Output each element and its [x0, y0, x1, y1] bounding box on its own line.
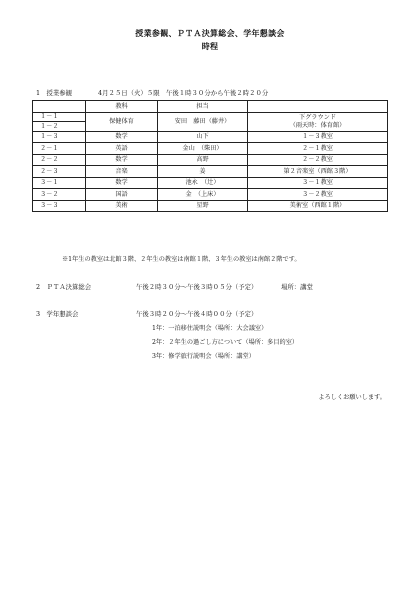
- table-row: [33, 200, 388, 212]
- subject-cell: 保健体育: [86, 112, 158, 131]
- teacher-cell: 姜: [158, 166, 248, 178]
- teacher-cell: 金山 （柴田）: [158, 143, 248, 155]
- section2-label: 2 ＰＴＡ決算総会: [36, 283, 92, 291]
- section1-time: 4月２５日（火）５限 午後１時３０分から午後２時２０分: [98, 89, 269, 97]
- section3-label: 3 学年懇談会: [36, 310, 79, 318]
- class-cell: ２－３: [33, 166, 86, 178]
- table-row: [33, 112, 388, 122]
- class-cell: １－３: [33, 131, 86, 143]
- teacher-cell: 金 （上床）: [158, 189, 248, 201]
- section2-time: 午後２時３０分～午後３時０５分（予定）: [136, 283, 258, 291]
- schedule-table: [32, 100, 388, 212]
- document-title: 授業参観、ＰＴＡ決算総会、学年懇談会: [135, 28, 285, 38]
- header-class: [33, 101, 86, 113]
- section3-time: 午後３時２０分～午後４時００分（予定）: [136, 310, 258, 318]
- table-row: [33, 143, 388, 155]
- subject-cell: 数学: [86, 177, 158, 189]
- room-cell: 美術室（西館１階）: [248, 200, 388, 212]
- teacher-cell: 池永 （辻）: [158, 177, 248, 189]
- subject-cell: 音楽: [86, 166, 158, 178]
- table-header-row: [33, 101, 388, 113]
- room-cell: ２－２教室: [248, 154, 388, 166]
- class-cell: ２－１: [33, 143, 86, 155]
- table-row: [33, 154, 388, 166]
- teacher-cell: 高野: [158, 154, 248, 166]
- header-room: [248, 101, 388, 113]
- subject-cell: 数学: [86, 154, 158, 166]
- class-cell: ２－２: [33, 154, 86, 166]
- subject-cell: 数学: [86, 131, 158, 143]
- room-line: （雨天時：体育館）: [289, 121, 346, 129]
- subject-cell: 英語: [86, 143, 158, 155]
- subject-cell: 美術: [86, 200, 158, 212]
- class-cell: １－２: [33, 122, 86, 132]
- table-row: [33, 177, 388, 189]
- class-cell: ３－１: [33, 177, 86, 189]
- header-subject: 教科: [86, 101, 158, 113]
- classroom-note: ※1年生の教室は北館３階、２年生の教室は南館１階、３年生の教室は南館２階です。: [62, 256, 301, 263]
- table-row: [33, 189, 388, 201]
- class-cell: １－１: [33, 112, 86, 122]
- room-cell: ３－２教室: [248, 189, 388, 201]
- teacher-cell: 星野: [158, 200, 248, 212]
- table-row: [33, 166, 388, 178]
- table-row: [33, 131, 388, 143]
- list-item: 1年：一泊移住説明会（場所：大会議室）: [152, 325, 268, 332]
- list-item: 2年：２年生の過ごし方について（場所：多目的室）: [152, 339, 299, 346]
- teacher-cell: 安田 藤田（藤井）: [158, 112, 248, 131]
- room-cell: ２－１教室: [248, 143, 388, 155]
- class-cell: ３－２: [33, 189, 86, 201]
- section2-place: 場所：講堂: [281, 283, 313, 291]
- document-subtitle: 時程: [201, 41, 219, 51]
- subject-cell: 国語: [86, 189, 158, 201]
- class-cell: ３－３: [33, 200, 86, 212]
- section1-label: 1 授業参観: [36, 89, 73, 97]
- room-cell: １－３教室: [248, 131, 388, 143]
- teacher-cell: 山下: [158, 131, 248, 143]
- room-cell: [248, 112, 388, 131]
- list-item: 3年：修学旅行説明会（場所：講堂）: [152, 353, 255, 360]
- room-cell: 第２音楽室（西館３階）: [248, 166, 388, 178]
- header-teacher: 担当: [158, 101, 248, 113]
- room-line: 下グラウンド: [298, 114, 337, 121]
- closing-text: よろしくお願いします。: [318, 394, 386, 401]
- room-cell: ３－１教室: [248, 177, 388, 189]
